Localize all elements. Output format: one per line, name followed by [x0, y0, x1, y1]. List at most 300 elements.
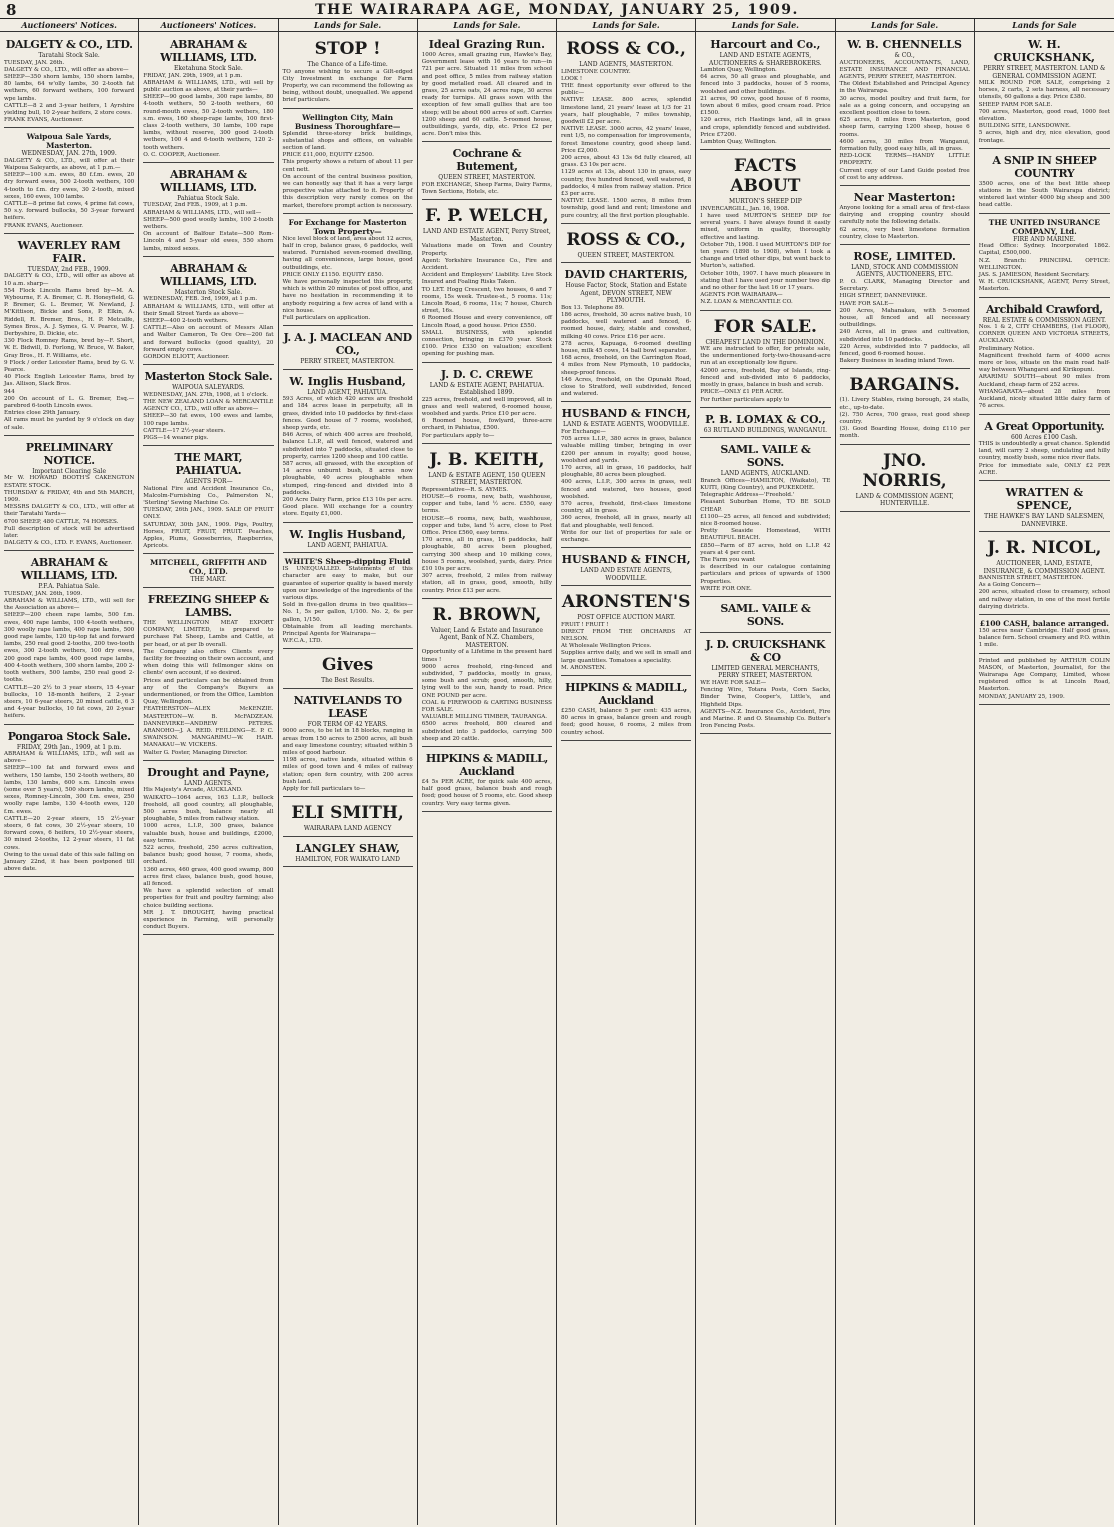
- ad-text: DALGETY & CO., LTD., will offer as above—: [4, 66, 129, 73]
- ad-text: HAVE FOR SALE—: [839, 300, 894, 307]
- advertisement: [422, 365, 552, 444]
- ad-subtitle: LAND & ESTATE AGENTS, WOODVILLE.: [563, 421, 690, 429]
- ad-text: Pretty Seaside Homestead, WITH BEAUTIFUL BEACH.: [700, 528, 831, 542]
- ad-text: Entries close 29th January.: [4, 410, 81, 417]
- ad-text: Pleasant Suburban Home, TO BE SOLD CHEAP.: [700, 499, 831, 513]
- column-grid: [0, 19, 1114, 1525]
- ad-text: 1000 acres, L.I.P., 300 grass, balance valuable bush, house and buildings, £2000, easy terms.: [143, 823, 274, 844]
- ad-text: 6700 SHEEP, 480 CATTLE, 74 HORSES.: [4, 518, 119, 525]
- ad-subtitle: The Chance of a Life-time.: [307, 61, 388, 68]
- ad-title: STOP !: [314, 39, 381, 59]
- advertisement: [283, 111, 413, 214]
- column-8: [975, 19, 1114, 1525]
- ad-title: F. P. WELCH,: [425, 206, 549, 227]
- ad-title: DAVID CHARTERIS,: [564, 268, 688, 282]
- ad-text: National Fire and Accident Insurance Co., Malcolm-Furnishing Co., Palmerston N., 'Sterling' Sewing Machine Co.: [143, 485, 274, 507]
- ad-text: W.F.C.A., LTD.: [282, 638, 323, 645]
- ad-text: 30 acres, model poultry and fruit farm, for sale as a going concern, and occupying an excellent position close to town.: [839, 95, 970, 116]
- ad-text: Fencing Wire, Totara Posts, Corn Sacks, Binder Twine, Cooper's, Little's, and Highfield Dips.: [700, 687, 831, 708]
- ad-title: HIPKINS & MADILL, Auckland: [565, 681, 688, 708]
- column-3: [279, 19, 418, 1525]
- ad-subtitle: Important Clearing Sale: [32, 467, 106, 475]
- ad-text: Anyone looking for a small area of first-class dairying and cropping country should carefully note the following details.: [839, 204, 970, 226]
- ad-text: SHEEP FARM FOR SALE.: [978, 101, 1053, 108]
- advertisement: [979, 483, 1110, 532]
- column-4: [418, 19, 557, 1525]
- ad-text: Sold in five-gallon drums in two qualities—No. 1, 5s per gallon, 1/100. No. 2, 6s per gallon, 1/150.: [282, 602, 413, 623]
- ad-subtitle: LAND AND ESTATE AGENT, Perry Street, Masterton.: [422, 228, 551, 243]
- ad-subtitle: LAND AND ESTATE AGENTS, AUCTIONEERS & SHAREBROKERS.: [709, 52, 822, 67]
- advertisement: [979, 151, 1110, 214]
- column-6: [696, 19, 835, 1525]
- ad-text: MESSRS DALGETY & CO., LTD., will offer at their Taratahi Yards—: [4, 504, 135, 518]
- ad-text: THURSDAY & FRIDAY, 4th and 5th MARCH, 1909.: [4, 489, 135, 503]
- ad-text: FOR EXCHANGE, Sheep Farms, Dairy Farms, Town Sections, Hotels, etc.: [421, 181, 552, 196]
- ad-title: W. Inglis Husband,: [289, 374, 406, 388]
- ad-subtitle: P.F.A. Pahiatua Sale.: [38, 583, 100, 591]
- ad-title: FREEZING SHEEP & LAMBS.: [147, 592, 269, 619]
- ad-text: 62 acres, very best limestone formation country, close to Masterton.: [839, 226, 970, 240]
- ad-text: FEATHERSTON—ALEX McKENZIE. MASTERTON—W. B. McFADZEAN. DANNEVIRKE—ANDREW PETERS. ARANOHO—J. A. REID. FEILDING—E. P. C. SWAINSON. MANGARIMU—W. HAIR. MANAKAU—W. VICKERS.: [143, 706, 274, 749]
- advertisement: [422, 35, 552, 142]
- ad-text: As a Going Concern—: [978, 582, 1041, 589]
- ad-text: SHEEP—350 shorn lambs, 150 shorn lambs, 80 lambs, 64 w'olly lambs, 30 2-tooth fat wethers, 60 forward wethers, 100 forward wpe lambs.: [4, 73, 135, 102]
- ad-text: (3). Good Boarding House, doing £110 per month.: [839, 426, 970, 440]
- ad-title: J. R. NICOL,: [987, 538, 1102, 559]
- ad-title: THE UNITED INSURANCE COMPANY, Ltd.: [988, 217, 1100, 236]
- masthead: [0, 0, 1114, 19]
- advertisement: [840, 371, 970, 444]
- ad-title: FACTS ABOUT: [730, 156, 801, 197]
- ad-text: 170 acres, all in grass, 16 paddocks, half ploughable, 80 acres been ploughed, carrying 300 sheep and 10 milking cows, house 5 rooms, woolshed, yards, dairy. Price £10 10s per acre.: [421, 537, 552, 573]
- ad-subtitle: WAIRARAPA LAND AGENCY: [303, 825, 392, 833]
- ad-text: 120 acres, rich Hastings land, all in grass and crops, splendidly fenced and subdivided. Price £7200.: [700, 117, 831, 138]
- ad-title: Pongaroa Stock Sale.: [7, 729, 131, 743]
- ad-text: P. O. CLARK, Managing Director and Secretary.: [839, 278, 970, 293]
- ad-title: ABRAHAM & WILLIAMS, LTD.: [160, 167, 257, 194]
- advertisement: [840, 247, 970, 369]
- advertisement: [840, 35, 970, 186]
- ad-text: FRIDAY, JAN. 29th, 1909, at 1 p.m.: [143, 72, 243, 79]
- ad-text: Prices and particulars can be obtained from any of the Company's Buyers as undermentioned, or from the Office, Lambton Quay, Wellington.: [143, 677, 274, 706]
- ad-text: Apply for full particulars to—: [282, 786, 366, 792]
- advertisement: [143, 590, 273, 761]
- ad-title: MITCHELL, GRIFFITH AND CO., LTD.: [150, 558, 267, 577]
- ad-title: R. BROWN,: [432, 604, 542, 625]
- ad-text: For particulars apply to—: [421, 432, 495, 439]
- ad-subtitle: LIMITED GENERAL MERCHANTS, PERRY STREET, MASTERTON.: [711, 664, 820, 680]
- page-number: 8: [6, 1, 17, 19]
- ad-title: £100 CASH, balance arranged.: [979, 619, 1109, 629]
- advertisement: [561, 588, 691, 676]
- ad-text: 587 acres, all grassed, with the exception of 14 acres unburnt bush, 8 acres now ploughable, 40 acres ploughable when stumped, ring-fenced and divided into 8 paddocks.: [282, 461, 413, 496]
- ad-text: ABRAHAM & WILLIAMS, LTD., will sell by public auction as above, at their yards—: [143, 79, 274, 93]
- ad-text: Magnificent freehold farm of 4000 acres more or less, situate on the main road half-way between Whangarei and Kirikopuni.: [978, 352, 1110, 374]
- ad-text: VALUABLE MILLING TIMBER, TAURANGA.: [421, 714, 548, 721]
- advertisement: [4, 727, 134, 878]
- ad-title: J. B. KEITH,: [429, 449, 545, 470]
- ad-text: NATIVE LEASE. 1500 acres, 8 miles from township, good land and rent; limestone and pure country, all the first portion ploughable.: [561, 198, 692, 219]
- ad-subtitle: LAND AGENTS.: [183, 779, 233, 787]
- column-1: [0, 19, 139, 1525]
- ad-subtitle: LAND AGENTS, MASTERTON.: [579, 61, 674, 68]
- ad-text: IS UNEQUALLED. Statements of this character are easy to make, but our guarantee of superior quality is based merely upon our knowledge of the ingredients of the various dips.: [282, 566, 413, 601]
- ad-text: FRANK EVANS, Auctioneer.: [4, 117, 84, 124]
- ad-subtitle: FRIDAY, 29th Jan., 1909, at 1 p.m.: [16, 743, 122, 751]
- ad-text: WEDNESDAY, FEB. 3rd, 1909, at 1 p.m.: [143, 296, 258, 303]
- ad-text: WAIKATO—1064 acres, 163 L.I.P., bullock freehold, all good country, all ploughable, 500 acres bush, balance nearly all ploughable, 5 miles from railway station.: [143, 794, 274, 823]
- advertisement: [700, 152, 830, 310]
- advertisement: [283, 525, 413, 554]
- ad-text: The Company also offers Clients every facility for freezing on their own account, and when doing this will fellmonger skins on clients' own account, if so desired.: [143, 648, 274, 677]
- ad-text: On account of Balfour Estate—500 Rom-Lincoln 4 and 5-year old ewes, 550 shorn lambs, mixed sexes.: [143, 231, 274, 252]
- masthead-title: THE WAIRARAPA AGE, MONDAY, JANUARY 25, 1909.: [315, 2, 799, 18]
- ad-text: 400 acres, L.I.P., 300 acres in grass, well fenced and watered, two houses, good woolshed.: [561, 479, 692, 500]
- advertisement: [422, 749, 552, 812]
- ad-text: ABRAHAM & WILLIAMS, LTD., will sell—: [143, 209, 262, 216]
- advertisement: [700, 599, 830, 633]
- advertisement: [143, 35, 273, 163]
- ad-text: 554 Flock Lincoln Rams bred by—M. A. Wybourne, F. A. Bremer, C. R. Honeyfield, G. P. Bremer, G. L. Bremer, W. Newland, J. M'Kittison, Bickie and Sons, P. Elkin, A. Riddell, R. Bremer, Bros., H. P. Metcalfe, Symes Bros., A. J. Symes, G. V. Pearce, W. J. Derbyshire, D. Dickie, etc.: [4, 287, 135, 337]
- ad-text: SHEEP—30 fat ewes, 100 ewes and lambs, 100 rape lambs.: [143, 413, 274, 427]
- advertisement: [283, 799, 413, 837]
- ad-text: WE are instructed to offer, for private sale, the undermentioned forty-two-thousand-acre run at an exceptionally low figure.: [700, 346, 831, 367]
- ad-text: SHEEP—100 s.m. ewes, 80 f.f.m. ewes, 20 dry forward ewes, 500 2-tooth wethers, 100 4-tooth to f.m. dry ewes, 30 2-tooth, mixed sexes, 160 ewes, 100 lambs.: [4, 172, 135, 200]
- ad-subtitle: Eketahuna Stock Sale.: [174, 65, 243, 72]
- ad-text: 9000 acres, to be let in 18 blocks, ranging in areas from 150 acres to 2500 acres, all bush and easy limestone country; situated within 5 miles of good harbour.: [282, 728, 413, 756]
- ad-text: Valuations made on Town and Country Property.: [421, 243, 552, 257]
- ad-text: AGENTS FOR WAIRARAPA—: [700, 292, 783, 299]
- ad-text: 6500 acres freehold, 800 cleared and subdivided into 3 paddocks, carrying 500 sheep and 20 cattle.: [421, 721, 552, 742]
- column-5: [557, 19, 696, 1525]
- advertisement: [143, 367, 273, 446]
- ad-text: WHANGARATA—about 28 miles from Auckland, nicely situated little dairy farm of 76 acres.: [978, 388, 1110, 410]
- ad-text: MONDAY, JANUARY 25, 1909.: [978, 693, 1065, 700]
- column-heading: Lands for Sale.: [836, 20, 974, 32]
- ad-text: CATTLE—Also on account of Messrs Allan and Walter Cameron, Te Ore Ore—200 fat and forward bullocks (good quality), 20 forward empty cows.: [143, 325, 274, 353]
- ad-text: CATTLE—20 2-year steers, 15 2½-year steers, 6 fat cows, 30 2½-year steers, 10 forward cows, 6 heifers, 10 2½-year steers, 30 mixed 2-tooths, 12 2-year steers, 11 fat cows.: [4, 815, 135, 851]
- ad-text: We have a splendid selection of small properties for fruit and poultry farming; also choice building sections.: [143, 888, 274, 909]
- ad-text: 1129 acres at 13s, about 130 in grass, easy country, five hundred fenced, well watered, 8 paddocks, 4 miles from railway station. Price £3 per acre.: [561, 169, 692, 197]
- ad-text: Walter G. Foster, Managing Director.: [143, 749, 248, 756]
- ad-text: 1198 acres, native lands, situated within 6 miles of good town and 4 miles of railway station; open fern country, with 200 acres bush land.: [282, 757, 413, 785]
- ad-text: 1360 acres, 460 grass, 400 good swamp, 800 acres first class, balance bush, good house, all fenced.: [143, 866, 274, 887]
- advertisement: [283, 216, 413, 326]
- ad-text: Obtainable from all leading merchants. Principal Agents for Wairarapa—: [282, 623, 413, 637]
- ad-text: The Oldest Established and Principal Agency in the Wairarapa.: [839, 81, 970, 95]
- ad-text: 200 Acre Dairy Farm, price £13 10s per acre. Good place. Will exchange for a country store. Equity £1,000.: [282, 497, 413, 518]
- ad-text: (1). Livery Stables, rising borough, 24 stalls, etc., up-to-date.: [839, 397, 970, 411]
- ad-text: HOUSE—6 rooms, new, bath, washhouse, copper and tubs, land ½ acre. £550, easy terms.: [421, 494, 552, 515]
- ad-text: 200 Acres, Mahanakau, with 5-roomed house, all fenced and all necessary outbuildings.: [839, 307, 970, 329]
- ad-title: W. B. CHENNELLS: [847, 38, 962, 51]
- advertisement: [283, 35, 413, 109]
- ad-text: £850—Farm of 87 acres, hold on L.I.P. 42 years at 4 per cent.: [700, 542, 831, 556]
- ad-text: Full description of stock will be advertised later.: [4, 525, 135, 539]
- ad-subtitle: CHEAPEST LAND IN THE DOMINION.: [705, 338, 826, 346]
- ad-text: Opportunity of a Lifetime in the present hard times !: [421, 649, 552, 663]
- column-heading: Lands for Sale: [975, 20, 1114, 32]
- ad-text: SHEEP—500 good woolly lambs, 100 2-tooth wethers.: [143, 216, 274, 231]
- ad-subtitle: & CO.,: [894, 52, 915, 59]
- ad-text: THE NEW ZEALAND LOAN & MERCANTILE AGENCY CO., LTD., will offer as above—: [143, 398, 274, 413]
- ad-text: MR J. T. DROUGHT, having practical experience in Farming, will personally conduct Buyers.: [143, 909, 274, 931]
- advertisement: [4, 130, 134, 234]
- ad-text: TUESDAY, 26th JAN., 1909. SALE OF FRUIT ONLY.: [143, 507, 274, 521]
- ad-text: 200 acres, about 43 13s 6d fully cleared, all grass. £3 10s per acre.: [561, 154, 692, 169]
- advertisement: [283, 651, 413, 689]
- ad-text: Full particulars on application.: [282, 314, 371, 321]
- advertisement: [283, 372, 413, 523]
- ad-title: Ideal Grazing Run.: [428, 38, 545, 51]
- ad-subtitle: THE MART.: [190, 576, 227, 584]
- ad-text: 9000 acres freehold, ring-fenced and subdivided, 7 paddocks, mostly in grass, some bush and scrub; good, smooth, hilly, lying well to the sun, handy to road. Price ONE POUND per acre.: [421, 663, 552, 699]
- ad-text: 330 Flock Romney Rams, bred by—F. Short, W. E. Bidwill, D. Forlong, W. Bruce, W. Baker, Gray Bros., H. F. Williams, etc.: [4, 338, 135, 359]
- ad-text: CATTLE—20 2½ to 3 year steers, 15 4-year bullocks, 10 18-month heifers, 2 2-year steers, 10 6-year steers, 20 mixed cattle, 6 3 and 4-year bullocks, 10 fat cows, 20 2-year heifers.: [4, 684, 135, 720]
- ad-subtitle: PERRY STREET, MASTERTON. LAND & GENERAL COMMISSION AGENT.: [983, 65, 1106, 80]
- ad-subtitle: AGENTS FOR—: [184, 478, 233, 486]
- ad-text: BUILDING SITE, LANSDOWNE.: [978, 123, 1071, 130]
- ad-text: TO LET. Hogg Crescent, two houses, 6 and 7 rooms, 15s week. Trustee-st., 5 rooms. 11s; Lincoln Road, 6 rooms, 11s; 7 house, Church street, 16s.: [421, 286, 552, 315]
- ad-title: ABRAHAM & WILLIAMS, LTD.: [20, 556, 118, 583]
- ad-text: Current copy of our Land Guide posted free of cost to any address.: [839, 167, 970, 181]
- ad-title: WHITE'S Sheep-dipping Fluid: [284, 557, 411, 567]
- ad-title: SAML. VAILE & SONS.: [720, 601, 811, 628]
- ad-text: BANNISTER STREET, MASTERTON.: [978, 575, 1084, 582]
- ad-subtitle: 600 Acres £100 Cash.: [1011, 433, 1078, 441]
- ad-text: £1100—25 acres, all fenced and subdivided; nice 8-roomed house.: [700, 513, 831, 527]
- ad-title: W. Inglis Husband,: [289, 527, 406, 541]
- ad-text: 944: [4, 388, 15, 395]
- ad-text: THIS is undoubtedly a great chance. Splendid land, will carry 2 sheep, undulating and hilly country, mostly bush, some nice river flats.: [978, 441, 1110, 462]
- ad-subtitle: AUCTIONEER, LAND, ESTATE, INSURANCE, & COMMISSION AGENT.: [983, 560, 1106, 575]
- ad-text: TO anyone wishing to secure a Gilt-edged City Investment in exchange for Farm Property, we can recommend the following as being, without doubt, unequalled. We append brief particulars.: [282, 68, 413, 104]
- ad-text: All rams must be yarded by 9 o'clock on day of sale.: [4, 417, 135, 431]
- advertisement: [143, 165, 273, 257]
- ad-title: BARGAINS.: [849, 375, 960, 396]
- ad-subtitle: LAND AGENT, PAHIATUA.: [307, 541, 388, 549]
- ad-text: AGENTS—N.Z. Insurance Co., Accident, Fire and Marine. P. and O. Steamship Co. Butter's Iron Fencing Posts.: [700, 708, 831, 730]
- advertisement: [422, 601, 552, 747]
- ad-text: 705 acres L.I.P., 380 acres in grass, balance valuable milling timber, bringing in over £200 per annum in royalty; good house, woolshed and yards.: [561, 436, 692, 464]
- advertisement: [422, 144, 552, 200]
- ad-text: Accident and Employers' Liability. Live Stock Insured and Foaling Risks Taken.: [421, 272, 552, 286]
- ad-text: WE HAVE FOR SALE—: [700, 679, 767, 686]
- column-7: [836, 19, 975, 1525]
- ad-title: A SNIP IN SHEEP COUNTRY: [992, 153, 1097, 180]
- ad-title: Gives: [322, 655, 374, 676]
- ad-subtitle: THE HAWKE'S BAY LAND SALESMEN, DANNEVIRKE.: [984, 513, 1105, 528]
- advertisement: [979, 656, 1110, 705]
- advertisement: [979, 35, 1110, 149]
- ad-text: 307 acres, freehold, 2 miles from railway station, all in grass, good, smooth, hilly country. Price £13 per acre.: [421, 573, 552, 594]
- ad-subtitle: Masterton Stock Sale.: [174, 288, 243, 296]
- ad-subtitle: WEDNESDAY, JAN. 27th, 1909.: [21, 150, 117, 158]
- ad-text: 220 Acres, subdivided into 7 paddocks, all fenced, good 6-roomed house.: [839, 343, 970, 357]
- ad-text: N.Z. LOAN & MERCANTILE CO.: [700, 299, 793, 306]
- ad-text: For further particulars apply to: [700, 396, 790, 403]
- ad-text: Branch Offices—HAMILTON, (Waikato), TE KUITI, (King Country), and PUKEKOHE.: [700, 477, 831, 491]
- advertisement: [143, 259, 273, 365]
- ad-text: COAL & FIREWOOD & CARTING BUSINESS FOR SALE.: [421, 699, 552, 713]
- ad-text: SHEEP—90 good lambs, 300 rape lambs, 80 4-tooth wethers, 50 2-tooth wethers, 60 round-mouth ewes, 50 2-tooth wethers, 180 s.m. ewes, 160 sheep-rape lambs, 100 first-class 2-tooth wethers, 30 lambs, 100 rape lambs, without reserve, 300 good 2-tooth wethers, 100 4 and 6-tooth wethers, 120 2-tooth wethers.: [143, 94, 274, 151]
- advertisement: [422, 202, 552, 362]
- ad-text: SHEEP—200 cheen rape lambs, 500 f.m. ewes, 400 rape lambs, 100 4-tooth wethers, 300 woolly rape lambs, 400 rape lambs, 500 good rape lambs, 120 tip-top fat and forward lambs, 250 real good 2-tooths, 200 two-tooth ewes, 300 2-tooth wethers, 100 dry ewes, 200 good rape lambs, 400 good rape lambs, 400 4-tooth wethers, 300 shorn lambs, 200 2-tooth wethers, 500 lambs, 250 real good 2-tooths.: [4, 612, 135, 684]
- ad-title: Archibald Crawford,: [986, 302, 1103, 316]
- ad-text: RED-LOCK TERMS—HANDY LITTLE PROPERTY.: [839, 153, 970, 167]
- advertisement: [283, 839, 413, 868]
- advertisement: [283, 691, 413, 797]
- ad-subtitle: REAL ESTATE & COMMISSION AGENT.: [982, 316, 1107, 324]
- ad-text: 846 Acres, of which 400 acres are freehold, balance L.I.P., all well fenced, watered and subdivided into 7 paddocks, situated close to property, carries 1200 sheep and 100 cattle.: [282, 432, 413, 460]
- ad-subtitle: QUEEN STREET, MASTERTON.: [438, 174, 536, 182]
- ad-text: Mr W. HOWARD BOOTH'S CAKENGTON ESTATE STOCK.: [4, 475, 135, 489]
- ad-text: CATTLE—8 prime fat cows, 4 prime fat cows, 50 s.y. forward bullocks, 50 3-year forward heifers.: [4, 201, 135, 222]
- ad-title: J. A. J. MACLEAN AND CO.,: [283, 331, 412, 358]
- ad-text: 3500 acres, one of the best little sheep stations in the South Wairarapa district; wintered last winter 4000 big sheep and 300 head cattle.: [978, 180, 1110, 209]
- ad-text: DIRECT FROM THE ORCHARDS AT NELSON.: [561, 628, 692, 643]
- column-heading: Lands for Sale.: [418, 20, 556, 32]
- ad-text: Splendid three-storey brick buildings, substantial shops and offices, on valuable section of land.: [282, 130, 413, 151]
- ad-subtitle: PERRY STREET, MASTERTON.: [300, 358, 395, 366]
- column-heading: Lands for Sale.: [696, 20, 834, 32]
- ad-text: Write for our list of properties for sale or exchange.: [561, 529, 692, 543]
- ad-text: 625 acres, 8 miles from Masterton, good sheep farm, carrying 1200 sheep, house 6 rooms.: [839, 117, 970, 138]
- advertisement: [840, 447, 970, 512]
- ad-title: ROSE, LIMITED.: [853, 249, 956, 263]
- ad-text: 9 Flock / order Leicester Rams, bred by G. V. Pearce.: [4, 359, 135, 373]
- ad-title: Cochrane & Butement,: [452, 147, 522, 174]
- ad-title: ROSS & CO.,: [566, 229, 686, 250]
- advertisement: [979, 534, 1110, 615]
- ad-subtitle: TUESDAY, 2nd FEB., 1909.: [27, 265, 111, 273]
- ad-text: 150 acres near Cambridge. Half good grass, balance fern. School creamery and P.O. within 1 mile.: [978, 628, 1110, 649]
- ad-text: PRICE—ONLY £1 PER ACRE.: [700, 389, 784, 396]
- ad-text: Lambton Quay, Wellington.: [700, 67, 777, 73]
- ad-subtitle: Valuer, Land & Estate and Insurance Agent, Bank of N.Z. Chambers, MASTERTON.: [430, 626, 543, 649]
- ad-text: ABRAHAM & WILLIAMS, LTD., will sell for the Association as above—: [4, 598, 135, 612]
- ad-title: W. H. CRUICKSHANK,: [993, 38, 1096, 64]
- ad-text: 21 acres, 90 cows, good house of 6 rooms, town about 6 miles, good cream road. Price £1500.: [700, 95, 831, 117]
- ad-subtitle: WAIPOUA SALEYARDS.: [172, 384, 245, 392]
- ad-text: 5 acres, high and dry, nice elevation, good frontage.: [978, 130, 1110, 144]
- ad-text: PIGS—14 weaner pigs.: [143, 434, 209, 441]
- ad-subtitle: POST OFFICE AUCTION MART.: [577, 614, 676, 622]
- ad-text: 6 Roomed house, fowlyard, three-acre orchard, in Pahiatua, £500.: [421, 418, 552, 432]
- ad-subtitle: MURTON'S SHEEP DIP: [729, 198, 802, 206]
- ad-subtitle: HAMILTON, FOR WAIKATO LAND: [295, 855, 400, 863]
- ad-title: ABRAHAM & WILLIAMS, LTD.: [160, 261, 257, 288]
- ad-text: HOUSE—6 rooms, new, bath, washhouse, copper and tubs, land ½ acre, close to Post Office. Price £560, easy terms.: [421, 515, 552, 537]
- ad-text: 522 acres, freehold, 250 acres cultivation, balance bush; good house, 7 rooms, sheds, orchard.: [143, 844, 274, 866]
- ad-subtitle: LAND AGENT, PAHIATUA.: [307, 388, 388, 396]
- ad-text: 170 acres, all in grass, 16 paddocks, half ploughable, 80 acres been ploughed.: [561, 464, 692, 479]
- ad-text: Representative—R. S. AYMES.: [421, 486, 508, 493]
- ad-text: £250 CASH, balance 5 per cent: 435 acres, 80 acres in grass, balance green and rough feed; good house, 6 rooms, 2 miles from country school.: [561, 708, 692, 736]
- ad-text: 570 acres, freehold, first-class limestone country, all in grass.: [561, 500, 692, 515]
- ad-subtitle: Taratahi Stock Sale.: [38, 52, 100, 59]
- ad-subtitle: FIRE AND MARINE.: [1013, 235, 1076, 243]
- advertisement: [561, 678, 691, 741]
- ad-title: WAVERLEY RAM FAIR.: [17, 238, 121, 265]
- ad-text: 64 acres, 50 all grass and ploughable, and fenced into 3 paddocks, house of 5 rooms, woolshed and other buildings.: [700, 74, 831, 95]
- ad-text: CATTLE—8 2 and 3-year heifers, 1 Ayrshire yielding bull, 10 2-year heifers, 2 store cows.: [4, 102, 135, 116]
- ad-text: LIMESTONE COUNTRY.: [561, 68, 631, 75]
- ad-title: LANGLEY SHAW,: [295, 841, 400, 855]
- ad-title: FOR SALE.: [713, 316, 817, 337]
- ad-text: THE finest opportunity ever offered to the public—: [561, 82, 692, 97]
- ad-text: 200 On account of L. G. Bremer, Esq.—parebred 6-tooth Lincoln ewes.: [4, 395, 135, 410]
- ad-text: INVERCARGILL, Jan. 16, 1908.: [700, 205, 790, 212]
- ad-text: Owing to the usual date of this sale falling on January 22nd, it has been postponed till above date.: [4, 851, 135, 873]
- ad-text: DALGETY & CO., LTD., will offer as above at 10 a.m. sharp—: [4, 273, 135, 287]
- advertisement: [561, 35, 691, 224]
- ad-title: Masterton Stock Sale.: [144, 370, 273, 384]
- column-heading: Lands for Sale.: [557, 20, 695, 32]
- advertisement: [700, 440, 830, 597]
- advertisement: [840, 188, 970, 245]
- ad-title: Near Masterton:: [853, 190, 956, 204]
- ad-text: His Majesty's Arcade, AUCKLAND.: [143, 787, 243, 794]
- ad-title: WRATTEN & SPENCE,: [1005, 486, 1084, 513]
- ad-text: N.Z. Branch: PRINCIPAL OFFICE: WELLINGTON.: [978, 257, 1110, 271]
- advertisement: [4, 35, 134, 128]
- advertisement: [143, 763, 273, 936]
- ad-text: This property shows a return of about 11 per cent nett.: [282, 159, 413, 173]
- ad-title: For Exchange for Masterton Town Property—: [288, 217, 407, 236]
- ad-text: TUESDAY, JAN. 26th, 1909.: [4, 590, 83, 597]
- ad-text: Printed and published by ARTHUR COLIN MASON, of Masterton, Journalist, for the Wairarapa Age Company, Limited, whose registered office is at Lincoln Road, Masterton.: [978, 657, 1110, 693]
- ad-text: TUESDAY, 2nd FEB., 1909, at 1 p.m.: [143, 202, 248, 209]
- ad-text: October 10th, 1907. I have much pleasure in stating that I have used your number two dip and no other for the last 16 or 17 years.: [700, 270, 831, 291]
- ad-text: FRUIT ! FRUIT !: [561, 621, 609, 628]
- ad-text: £4 5s PER ACRE, for quick sale 400 acres, half good grass, balance bush and rough feed; good house of 5 rooms, etc. Good sheep country. Very easy terms given.: [421, 779, 552, 807]
- ad-text: WRITE FOR ONE.: [700, 585, 752, 592]
- ad-subtitle: LAND, STOCK AND COMMISSION AGENTS, AUCTIONEERS, ETC.: [851, 263, 959, 279]
- ad-text: Box 13. Telephone 89.: [561, 304, 624, 311]
- ad-title: DALGETY & CO., LTD.: [5, 38, 133, 51]
- ad-text: MILK ROUND FOR SALE, comprising 2 horses, 2 carts, 2 sets harness, all necessary utensils, 60 gallons a day. Price £380.: [978, 80, 1110, 101]
- ad-title: P. B. LOMAX & CO.,: [705, 412, 826, 426]
- advertisement: [700, 313, 830, 408]
- ad-text: M. ARONSTEN.: [561, 664, 606, 671]
- ad-text: LOOK !: [561, 75, 583, 82]
- ad-text: 168 acres, freehold, on the Carrington Road, 4 miles from New Plymouth, 10 paddocks, sheep-proof fences.: [561, 355, 692, 376]
- ad-text: SATURDAY, 30th JAN., 1909. Pigs, Poultry, Horses, FRUIT, FRUIT, FRUIT. Peaches, Apples, Plums, Gooseberries, Raspberries, Apricots.: [143, 521, 274, 550]
- ad-title: SAML. VAILE & SONS.: [720, 443, 811, 470]
- ad-text: ARARIMU SOUTH—about 90 miles from Auckland, cheap farm of 252 acres.: [978, 374, 1110, 388]
- column-2: [139, 19, 278, 1525]
- ad-text: FRANK EVANS, Auctioneer.: [4, 222, 84, 229]
- advertisement: [979, 300, 1110, 415]
- advertisement: [561, 550, 691, 586]
- ad-text: SMALL BUSINESS, with splendid connection, bringing in £370 year. Stock £100. Price £330 on valuation; excellent opening for pushing man.: [421, 329, 552, 358]
- advertisement: [4, 553, 134, 724]
- ad-text: NATIVE LEASE. 3000 acres, 42 years' lease, rent 1/5, no compensation for improvements, forest limestone country, good sheep land. Price £2,000.: [561, 126, 692, 154]
- ad-subtitle: FOR TERM OF 42 YEARS.: [307, 720, 388, 728]
- ad-text: Nice level block of land, area about 12 acres, half in crop, balance grass, 6 paddocks, well watered. Furnished seven-roomed dwelling, having all conveniences, large house, good outbuildings, etc.: [282, 235, 413, 271]
- column-heading: Auctioneers' Notices.: [0, 20, 138, 32]
- ad-text: 225 acres, freehold, and well improved, all in grass and well watered, 6-roomed house, woolshed and yards. Price £10 per acre.: [421, 396, 552, 417]
- ad-text: AUCTIONEERS, ACCOUNTANTS, LAND, ESTATE INSURANCE AND FINANCIAL AGENTS, PERRY STREET, MASTERTON.: [839, 59, 970, 80]
- ad-title: THE MART, PAHIATUA.: [174, 451, 243, 478]
- ad-text: 593 Acres, of which 420 acres are freehold and 184 acres lease in perpetuity, all in grass, divided into 10 paddocks by first-class fences. Good house of 7 rooms, woolshed, sheep yards, etc.: [282, 396, 413, 431]
- ad-text: GORDON ELIOTT, Auctioneer.: [143, 353, 230, 360]
- ad-subtitle: LAND AGENTS, AUCKLAND.: [720, 470, 811, 478]
- ad-subtitle: 63 RUTLAND BUILDINGS, WANGANUI.: [703, 426, 828, 434]
- ad-title: J. D. C. CREWE: [440, 367, 533, 381]
- advertisement: [979, 417, 1110, 482]
